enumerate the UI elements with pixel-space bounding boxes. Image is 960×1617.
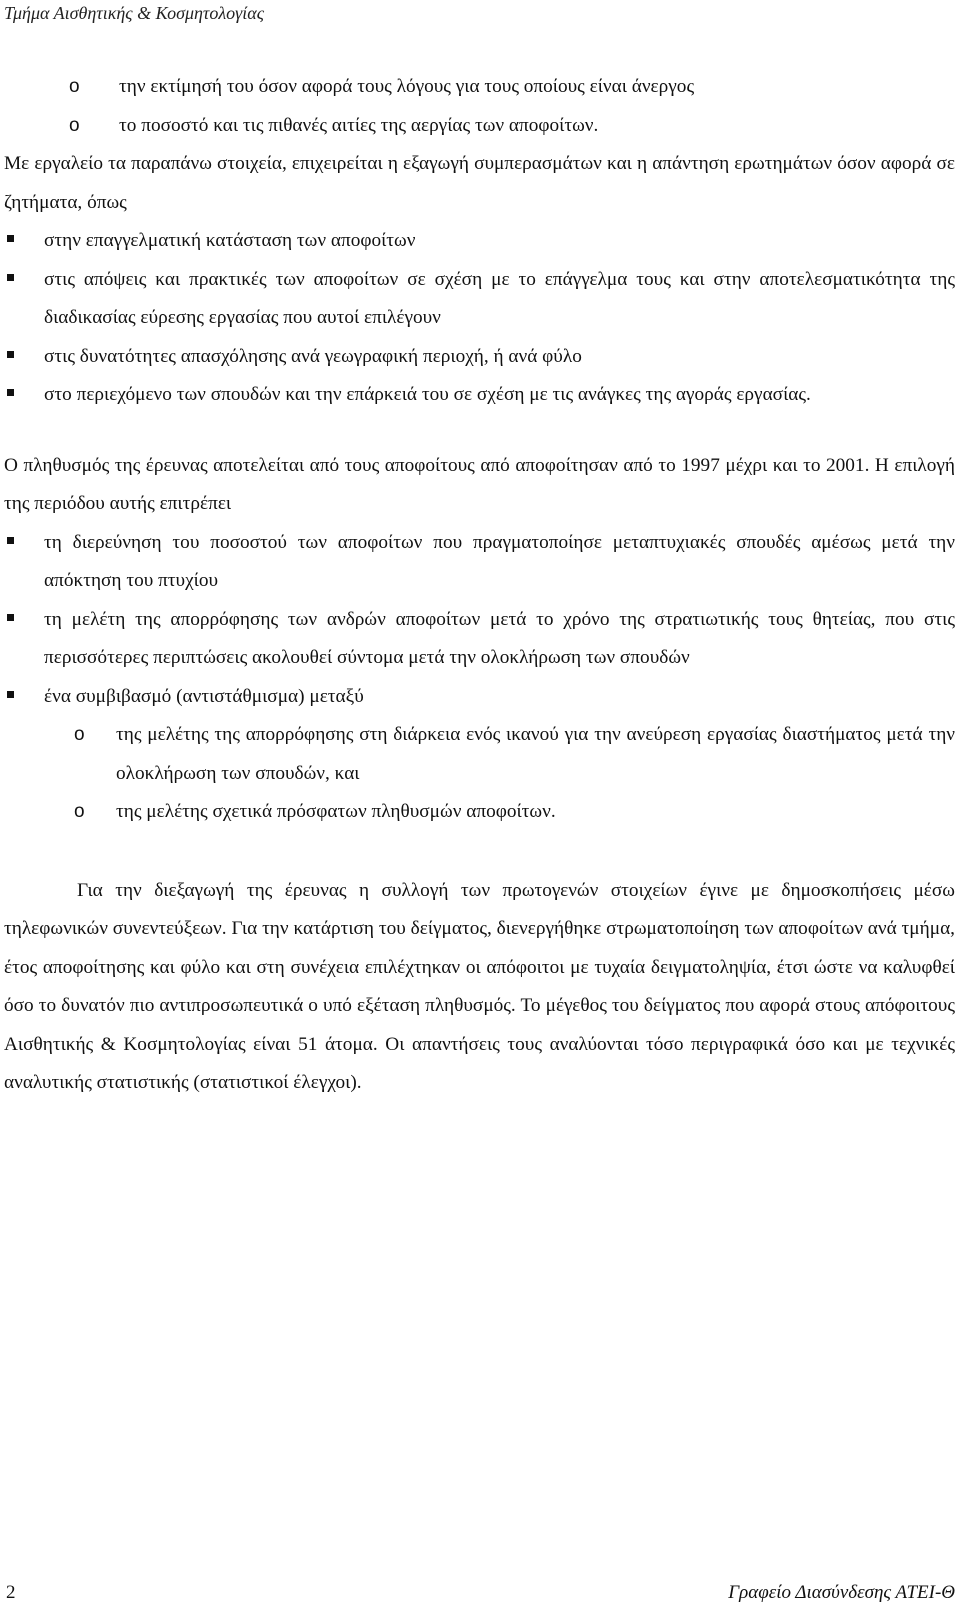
- list-item: τη διερεύνηση του ποσοστού των αποφοίτων που πραγματοποίησε μεταπτυχιακές σπουδές αμέσως μετά την απόκτηση του πτυχίου: [4, 524, 955, 601]
- list-item: ένα συμβιβασμό (αντιστάθμισμα) μεταξύ: [4, 678, 955, 717]
- list-item: τη μελέτη της απορρόφησης των ανδρών αποφοίτων μετά το χρόνο της στρατιωτικής τους θητείας, που στις περισσότερες περιπτώσεις ακολουθεί σύντομα μετά την ολοκλήρωση των σπουδών: [4, 601, 955, 678]
- list-item: στις απόψεις και πρακτικές των αποφοίτων σε σχέση με το επάγγελμα τους και στην αποτελεσματικότητα της διαδικασίας εύρεσης εργασίας που αυτοί επιλέγουν: [4, 261, 955, 338]
- top-sub-list: [4, 68, 955, 145]
- spacer: [4, 415, 955, 447]
- spacer: [4, 832, 955, 872]
- list-item: στις δυνατότητες απασχόλησης ανά γεωγραφική περιοχή, ή ανά φύλο: [4, 338, 955, 377]
- paragraph-methodology: Για την διεξαγωγή της έρευνας η συλλογή των πρωτογενών στοιχείων έγινε με δημοσκοπήσεις μέσω τηλεφωνικών συνεντεύξεων. Για την κατάρτιση του δείγματος, διενεργήθηκε στρωματοποίηση των αποφοίτων ανά τμήμα, έτος αποφοίτησης και φύλο και στη συνέχεια επιλέχτηκαν οι απόφοιτοι με τυχαία δειγματοληψία, έτσι ώστε να καλυφθεί όσο το δυνατόν πιο αντιπροσωπευτικά ο υπό εξέταση πληθυσμός. Το μέγεθος του δείγματος που αφορά στους απόφοιτους Αισθητικής & Κοσμητολογίας είναι 51 άτομα. Οι απαντήσεις τους αναλύονται τόσο περιγραφικά όσο και με τεχνικές αναλυτικής στατιστικής (στατιστικοί έλεγχοι).: [4, 879, 955, 1093]
- list-item: o της μελέτης της απορρόφησης στη διάρκεια ενός ικανού για την ανεύρεση εργασίας διαστήματος μετά την ολοκλήρωση των σπουδών, και: [4, 716, 955, 793]
- list-item: στο περιεχόμενο των σπουδών και την επάρκειά του σε σχέση με τις ανάγκες της αγοράς εργασίας.: [4, 376, 955, 415]
- page-number: 2: [6, 1582, 16, 1603]
- list-item: o της μελέτης σχετικά πρόσφατων πληθυσμών αποφοίτων.: [4, 793, 955, 832]
- list-item: στην επαγγελματική κατάσταση των αποφοίτων: [4, 222, 955, 261]
- paragraph-population: Ο πληθυσμός της έρευνας αποτελείται από τους αποφοίτους από αποφοίτησαν από το 1997 μέχρι και το 2001. Η επιλογή της περιόδου αυτής επιτρέπει: [4, 454, 955, 514]
- compromise-sub-list: [4, 716, 955, 832]
- page-header: Τμήμα Αισθητικής & Κοσμητολογίας: [4, 3, 265, 23]
- list-item: o την εκτίμησή του όσον αφορά τους λόγους για τους οποίους είναι άνεργος: [4, 68, 955, 107]
- document-body: [4, 68, 955, 1103]
- list-item: o το ποσοστό και τις πιθανές αιτίες της αεργίας των αποφοίτων.: [4, 107, 955, 146]
- period-reasons-list: [4, 524, 955, 717]
- paragraph-intro: Με εργαλείο τα παραπάνω στοιχεία, επιχειρείται η εξαγωγή συμπερασμάτων και η απάντηση ερωτημάτων όσον αφορά σε ζητήματα, όπως: [4, 153, 955, 213]
- topics-list: [4, 222, 955, 415]
- footer-title: Γραφείο Διασύνδεσης ΑΤΕΙ-Θ: [728, 1582, 955, 1603]
